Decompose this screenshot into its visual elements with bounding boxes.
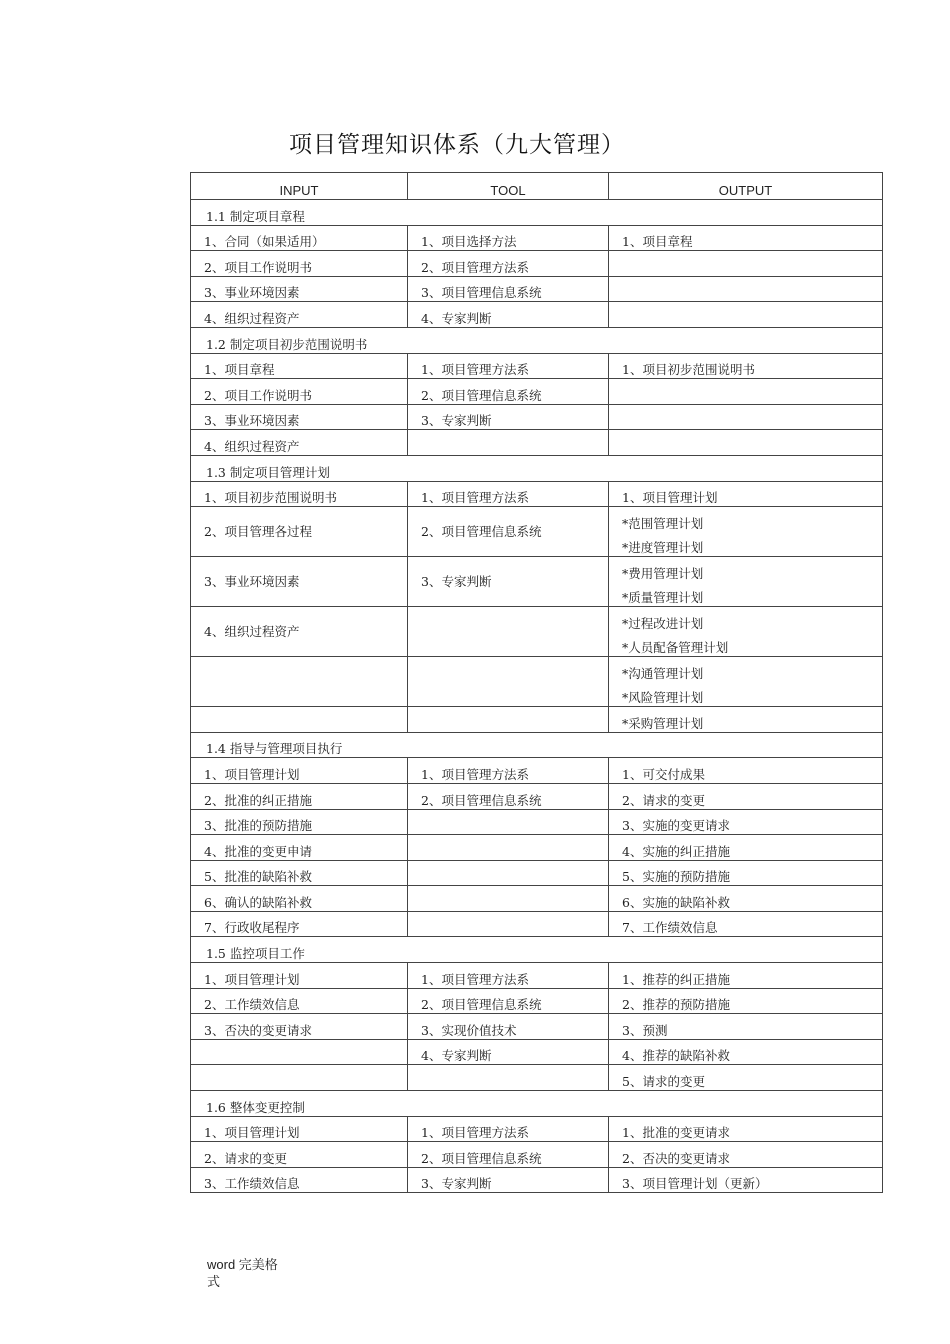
tool-cell: 1、项目管理方法系: [408, 758, 609, 784]
table-row: [191, 835, 883, 861]
table-row: [191, 251, 883, 277]
table-row: [191, 404, 883, 430]
output-cell: 1、项目管理计划: [609, 481, 883, 507]
footer-note: [207, 1256, 278, 1290]
section-header-row: [191, 732, 883, 758]
table-row: [191, 353, 883, 379]
input-cell: 3、否决的变更请求: [191, 1014, 408, 1040]
section-header-row: [191, 937, 883, 963]
tool-cell: 2、项目管理信息系统: [408, 507, 609, 557]
output-cell: [609, 404, 883, 430]
output-cell: [609, 251, 883, 277]
section-title: 1.5 监控项目工作: [191, 937, 883, 963]
output-cell: 2、否决的变更请求: [609, 1142, 883, 1168]
output-cell: [609, 507, 883, 557]
output-cell: 1、批准的变更请求: [609, 1116, 883, 1142]
output-cell: [609, 657, 883, 707]
tool-cell: 4、专家判断: [408, 1039, 609, 1065]
input-cell: 1、项目章程: [191, 353, 408, 379]
table-header-row: [191, 173, 883, 200]
output-cell: [609, 302, 883, 328]
output-cell: 4、推荐的缺陷补救: [609, 1039, 883, 1065]
output-cell: 6、实施的缺陷补救: [609, 886, 883, 912]
table-row: [191, 886, 883, 912]
tool-cell: 3、专家判断: [408, 1167, 609, 1193]
input-cell: 4、批准的变更申请: [191, 835, 408, 861]
input-cell: 3、事业环境因素: [191, 557, 408, 607]
output-cell: 1、项目初步范围说明书: [609, 353, 883, 379]
tool-cell: 2、项目管理信息系统: [408, 1142, 609, 1168]
output-line: *过程改进计划: [622, 616, 704, 632]
tool-cell: 1、项目管理方法系: [408, 353, 609, 379]
output-cell: *采购管理计划: [609, 707, 883, 733]
table-row: [191, 1039, 883, 1065]
table-row: [191, 809, 883, 835]
input-cell: 3、事业环境因素: [191, 276, 408, 302]
input-cell: 1、项目初步范围说明书: [191, 481, 408, 507]
table-row: [191, 758, 883, 784]
input-cell: [191, 1039, 408, 1065]
tool-cell: [408, 809, 609, 835]
output-cell: [609, 557, 883, 607]
output-line: *风险管理计划: [622, 690, 704, 706]
table-row: [191, 302, 883, 328]
tool-cell: 3、专家判断: [408, 557, 609, 607]
tool-cell: 4、专家判断: [408, 302, 609, 328]
table-row: [191, 988, 883, 1014]
tool-cell: 2、项目管理信息系统: [408, 379, 609, 405]
tool-cell: 1、项目管理方法系: [408, 1116, 609, 1142]
tool-cell: [408, 1065, 609, 1091]
input-cell: 2、工作绩效信息: [191, 988, 408, 1014]
tool-cell: [408, 430, 609, 456]
table-row: [191, 657, 883, 707]
footer-line-2: 式: [207, 1274, 221, 1289]
output-cell: 1、可交付成果: [609, 758, 883, 784]
output-line: *质量管理计划: [622, 590, 704, 606]
tool-cell: [408, 707, 609, 733]
table-row: [191, 860, 883, 886]
section-title: 1.3 制定项目管理计划: [191, 455, 883, 481]
header-tool: TOOL: [408, 173, 609, 200]
table-row: [191, 430, 883, 456]
table-row: [191, 507, 883, 557]
output-cell: 3、实施的变更请求: [609, 809, 883, 835]
header-output: OUTPUT: [609, 173, 883, 200]
output-cell: 3、预测: [609, 1014, 883, 1040]
input-cell: 3、工作绩效信息: [191, 1167, 408, 1193]
input-cell: 2、批准的纠正措施: [191, 783, 408, 809]
tool-cell: [408, 657, 609, 707]
table-row: [191, 1014, 883, 1040]
section-title: 1.6 整体变更控制: [191, 1091, 883, 1117]
output-cell: 2、推荐的预防措施: [609, 988, 883, 1014]
output-cell: [609, 607, 883, 657]
input-cell: 2、项目工作说明书: [191, 379, 408, 405]
table-row: [191, 783, 883, 809]
tool-cell: [408, 886, 609, 912]
output-cell: 5、请求的变更: [609, 1065, 883, 1091]
output-cell: [609, 430, 883, 456]
output-cell: 1、项目章程: [609, 225, 883, 251]
table-row: [191, 1065, 883, 1091]
table-row: [191, 481, 883, 507]
output-line: *费用管理计划: [622, 566, 704, 582]
section-header-row: [191, 1091, 883, 1117]
tool-cell: 3、专家判断: [408, 404, 609, 430]
input-cell: 1、项目管理计划: [191, 1116, 408, 1142]
output-cell: 2、请求的变更: [609, 783, 883, 809]
knowledge-table: [190, 172, 883, 1193]
input-cell: 2、项目管理各过程: [191, 507, 408, 557]
output-cell: 4、实施的纠正措施: [609, 835, 883, 861]
tool-cell: 1、项目管理方法系: [408, 963, 609, 989]
table-row: [191, 911, 883, 937]
output-line: *沟通管理计划: [622, 666, 704, 682]
table-row: [191, 1167, 883, 1193]
input-cell: 2、请求的变更: [191, 1142, 408, 1168]
table-row: [191, 707, 883, 733]
section-header-row: [191, 200, 883, 226]
output-cell: 1、推荐的纠正措施: [609, 963, 883, 989]
input-cell: 4、组织过程资产: [191, 302, 408, 328]
output-cell: [609, 276, 883, 302]
output-cell: [609, 379, 883, 405]
output-cell: 7、工作绩效信息: [609, 911, 883, 937]
input-cell: 5、批准的缺陷补救: [191, 860, 408, 886]
input-cell: 1、合同（如果适用）: [191, 225, 408, 251]
input-cell: 4、组织过程资产: [191, 607, 408, 657]
input-cell: 2、项目工作说明书: [191, 251, 408, 277]
footer-line-1: word 完美格: [207, 1257, 278, 1272]
tool-cell: 2、项目管理信息系统: [408, 988, 609, 1014]
output-line: *进度管理计划: [622, 540, 704, 556]
header-input: INPUT: [191, 173, 408, 200]
tool-cell: 1、项目选择方法: [408, 225, 609, 251]
section-title: 1.4 指导与管理项目执行: [191, 732, 883, 758]
table-row: [191, 1142, 883, 1168]
tool-cell: 3、实现价值技术: [408, 1014, 609, 1040]
tool-cell: 2、项目管理方法系: [408, 251, 609, 277]
section-header-row: [191, 327, 883, 353]
table-row: [191, 607, 883, 657]
tool-cell: [408, 607, 609, 657]
tool-cell: [408, 911, 609, 937]
input-cell: 1、项目管理计划: [191, 758, 408, 784]
tool-cell: 3、项目管理信息系统: [408, 276, 609, 302]
table-row: [191, 225, 883, 251]
table-row: [191, 963, 883, 989]
table-row: [191, 557, 883, 607]
tool-cell: [408, 860, 609, 886]
tool-cell: 1、项目管理方法系: [408, 481, 609, 507]
table-row: [191, 1116, 883, 1142]
tool-cell: [408, 835, 609, 861]
output-cell: 3、项目管理计划（更新）: [609, 1167, 883, 1193]
table-row: [191, 379, 883, 405]
input-cell: 4、组织过程资产: [191, 430, 408, 456]
output-line: *人员配备管理计划: [622, 640, 729, 656]
input-cell: 7、行政收尾程序: [191, 911, 408, 937]
input-cell: [191, 1065, 408, 1091]
output-line: *范围管理计划: [622, 516, 704, 532]
output-cell: 5、实施的预防措施: [609, 860, 883, 886]
section-title: 1.2 制定项目初步范围说明书: [191, 327, 883, 353]
section-title: 1.1 制定项目章程: [191, 200, 883, 226]
tool-cell: 2、项目管理信息系统: [408, 783, 609, 809]
input-cell: 3、批准的预防措施: [191, 809, 408, 835]
page-title: 项目管理知识体系（九大管理）: [289, 132, 625, 158]
input-cell: 3、事业环境因素: [191, 404, 408, 430]
input-cell: [191, 707, 408, 733]
input-cell: [191, 657, 408, 707]
input-cell: 1、项目管理计划: [191, 963, 408, 989]
input-cell: 6、确认的缺陷补救: [191, 886, 408, 912]
section-header-row: [191, 455, 883, 481]
table-row: [191, 276, 883, 302]
